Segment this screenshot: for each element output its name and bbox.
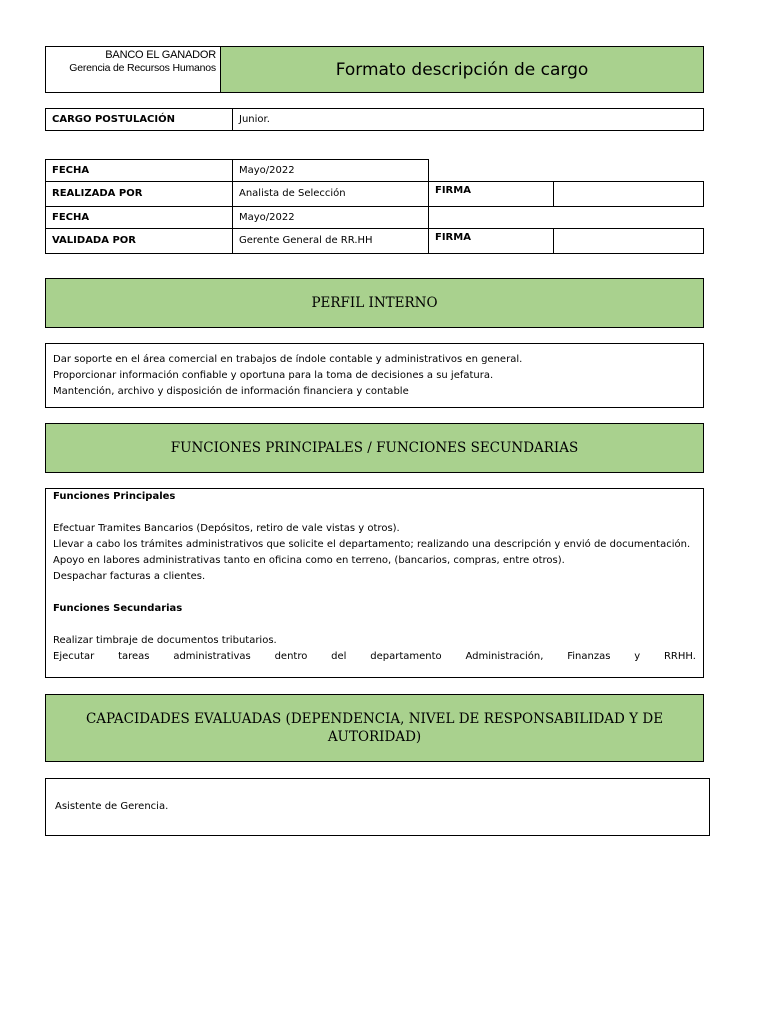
funciones-box (45, 488, 704, 678)
cargo-label: CARGO POSTULACIÓN (46, 109, 233, 131)
fecha-value: Mayo/2022 (233, 207, 429, 229)
funciones-secundarias-heading: Funciones Secundarias (53, 603, 183, 614)
word: dentro (274, 651, 308, 662)
word: RRHH. (663, 651, 696, 662)
perfil-box (45, 343, 704, 408)
cargo-value: Junior. (233, 109, 704, 131)
word: Administración, (465, 651, 544, 662)
form-header (45, 46, 704, 93)
blank-cell (429, 160, 704, 182)
company-block (46, 47, 221, 92)
perfil-line: Proporcionar información confiable y oportuna para la toma de decisiones a su jefatura. (53, 370, 494, 381)
form-title: Formato descripción de cargo (221, 47, 703, 92)
perfil-title: PERFIL INTERNO (45, 278, 704, 328)
blank-cell (429, 207, 704, 229)
validada-label: VALIDADA POR (46, 229, 233, 254)
capacidades-value: Asistente de Gerencia. (55, 801, 169, 812)
perfil-line: Mantención, archivo y disposición de información financiera y contable (53, 386, 409, 397)
funcion-secundaria: Realizar timbraje de documentos tributarios. (53, 635, 277, 646)
word: tareas (118, 651, 150, 662)
capacidades-box (45, 778, 710, 836)
perfil-line: Dar soporte en el área comercial en trabajos de índole contable y administrativos en general. (53, 354, 523, 365)
department-name: Gerencia de Recursos Humanos (69, 62, 216, 74)
firma-signature-field[interactable] (554, 229, 704, 254)
funcion-secundaria (53, 649, 696, 665)
fecha-label: FECHA (46, 207, 233, 229)
cargo-table (45, 108, 704, 131)
capacidades-title (45, 694, 704, 762)
capacidades-title-line: AUTORIDAD) (327, 729, 422, 745)
capacidades-title-line: CAPACIDADES EVALUADAS (DEPENDENCIA, NIVEL DE RESPONSABILIDAD Y DE (85, 711, 664, 727)
realizada-value: Analista de Selección (233, 182, 429, 207)
funcion-principal: Apoyo en labores administrativas tanto en oficina como en terreno, (bancarios, compras, entre otros). (53, 555, 565, 566)
funcion-principal: Efectuar Tramites Bancarios (Depósitos, retiro de vale vistas y otros). (53, 523, 400, 534)
word: del (331, 651, 347, 662)
word: departamento (370, 651, 442, 662)
approval-table (45, 159, 704, 254)
firma-label: FIRMA (429, 229, 554, 254)
firma-signature-field[interactable] (554, 182, 704, 207)
realizada-label: REALIZADA POR (46, 182, 233, 207)
bank-name: BANCO EL GANADOR (105, 49, 216, 61)
word: Finanzas (567, 651, 611, 662)
word: Ejecutar (53, 651, 95, 662)
funciones-title: FUNCIONES PRINCIPALES / FUNCIONES SECUNDARIAS (45, 423, 704, 473)
funcion-principal: Despachar facturas a clientes. (53, 571, 206, 582)
validada-value: Gerente General de RR.HH (233, 229, 429, 254)
word: administrativas (173, 651, 251, 662)
funciones-principales-heading: Funciones Principales (53, 491, 176, 502)
word: y (634, 651, 641, 662)
fecha-label: FECHA (46, 160, 233, 182)
fecha-value: Mayo/2022 (233, 160, 429, 182)
funcion-principal: Llevar a cabo los trámites administrativos que solicite el departamento; realizando una descripción y envió de documentación. (53, 539, 691, 550)
firma-label: FIRMA (429, 182, 554, 207)
